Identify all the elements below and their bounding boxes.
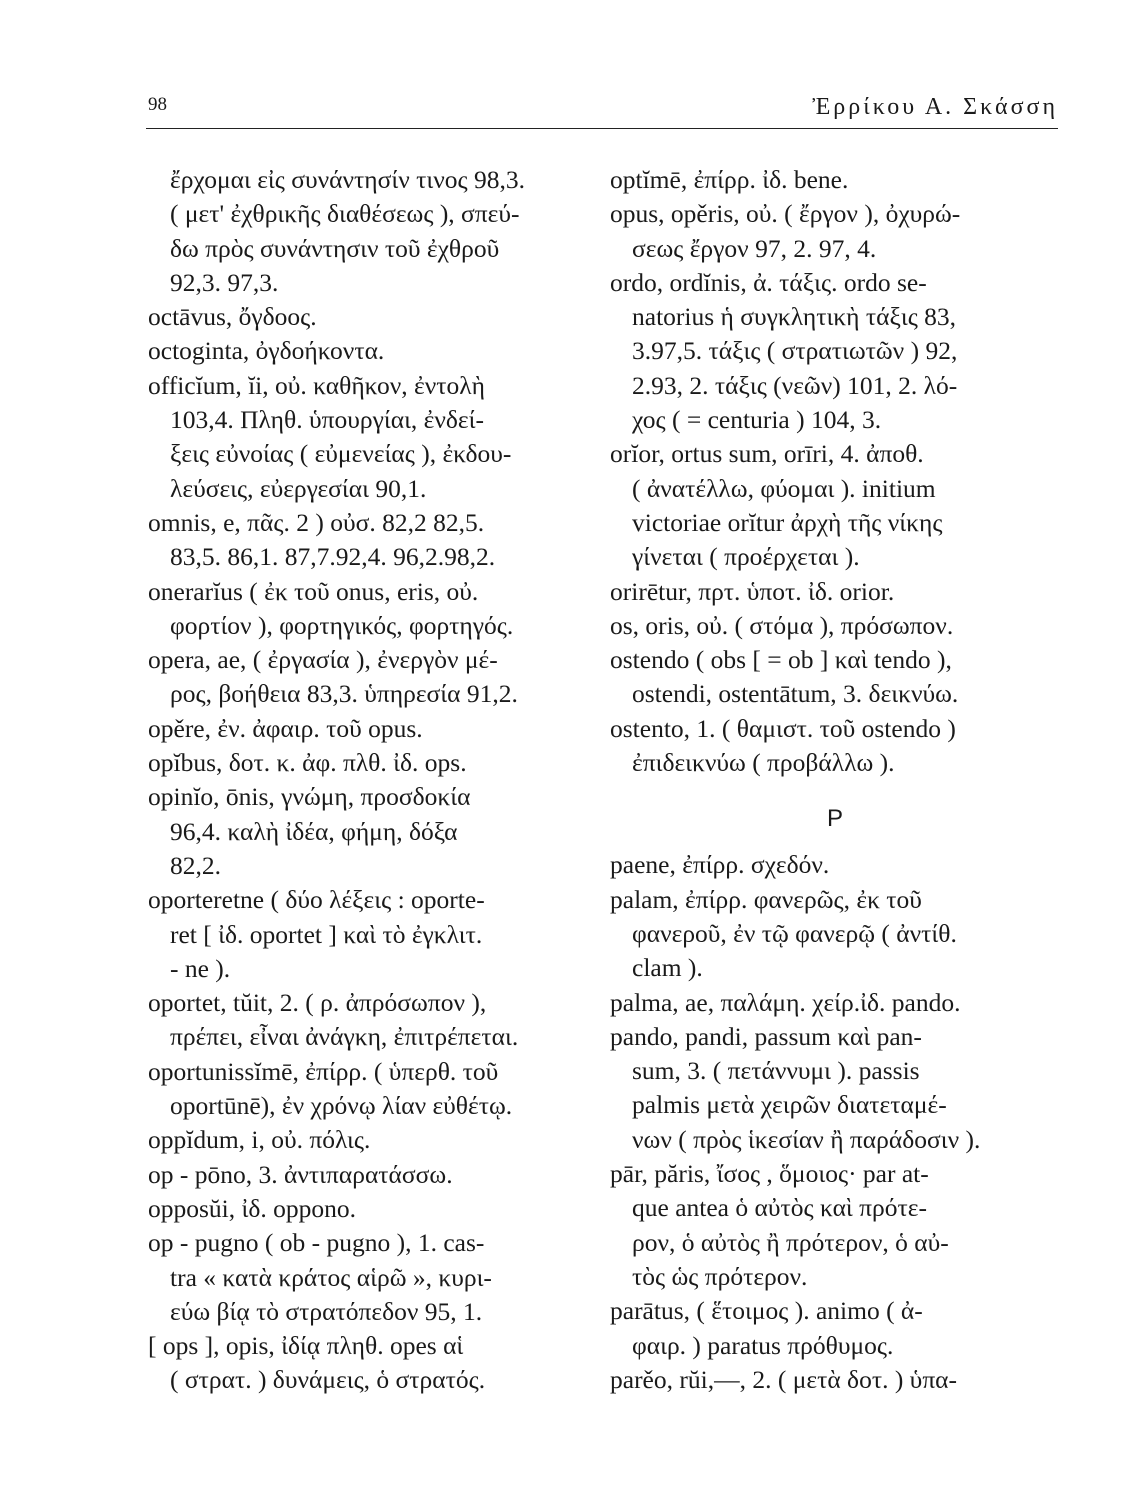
entry-headword-line: opěre, ἐν. ἀφαιρ. τοῦ opus. [148, 713, 423, 743]
entry-headword-line: paene, ἐπίρρ. σχεδόν. [610, 850, 830, 880]
entry-headword-line: pār, păris, ἴσος , ὅμοιος· par at- [610, 1159, 929, 1189]
entry-headword-line: pando, pandi, passum καὶ pan- [610, 1021, 922, 1051]
entry-headword-line: onerarĭus ( ἐκ τοῦ onus, eris, οὐ. [148, 576, 479, 606]
left-column [148, 163, 573, 1398]
entry-continuation-line: φανεροῦ, ἐν τῷ φανερῷ ( ἀντίθ. [632, 918, 957, 948]
entry-continuation-line: palmis μετὰ χειρῶν διατεταμέ- [632, 1090, 947, 1120]
entry-headword-line: palma, ae, παλάμη. χείρ.ἰδ. pando. [610, 987, 961, 1017]
entry-continuation-line: λεύσεις, εὐεργεσίαι 90,1. [170, 473, 427, 503]
entry-continuation-line: - ne ). [170, 953, 231, 983]
entry-headword-line: octāvus, ὄγδοος. [148, 302, 317, 332]
entry-continuation-line: ostendi, ostentātum, 3. δεικνύω. [632, 679, 959, 709]
entry-headword-line: ostento, 1. ( θαμιστ. τοῦ ostendo ) [610, 713, 956, 743]
entry-headword-line: oportunissĭmē, ἐπίρρ. ( ὑπερθ. τοῦ [148, 1056, 499, 1086]
entry-headword-line: omnis, e, πᾶς. 2 ) οὐσ. 82,2 82,5. [148, 507, 485, 537]
entry-continuation-line: oportūnē), ἐν χρόνῳ λίαν εὐθέτῳ. [170, 1091, 513, 1121]
entry-continuation-line: πρέπει, εἶναι ἀνάγκη, ἐπιτρέπεται. [170, 1022, 519, 1052]
entry-headword-line: op - pōno, 3. ἀντιπαρατάσσω. [148, 1159, 453, 1189]
entry-continuation-line: 2.93, 2. τάξις (νεῶν) 101, 2. λό- [632, 370, 958, 400]
entry-continuation-line: 92,3. 97,3. [170, 267, 279, 297]
entry-continuation-line: clam ). [632, 953, 703, 983]
entry-headword-line: optĭmē, ἐπίρρ. ἰδ. bene. [610, 165, 849, 194]
entry-continuation-line: ( στρατ. ) δυνάμεις, ὁ στρατός. [170, 1365, 486, 1395]
entry-continuation-line: φορτίον ), φορτηγικός, φορτηγός. [170, 610, 514, 640]
entry-continuation-line: ( ἀνατέλλω, φύομαι ). initium [632, 473, 936, 503]
entry-continuation-line: sum, 3. ( πετάννυμι ). passis [632, 1056, 920, 1086]
entry-continuation-line: δω πρὸς συνάντησιν τοῦ ἐχθροῦ [170, 233, 500, 263]
entry-headword-line: orirētur, πρτ. ὑποτ. ἰδ. orior. [610, 576, 895, 606]
entry-headword-line: palam, ἐπίρρ. φανερῶς, ἐκ τοῦ [610, 884, 922, 914]
entry-headword-line: oportet, tŭit, 2. ( ρ. ἀπρόσωπον ), [148, 988, 487, 1018]
entry-continuation-line: γίνεται ( προέρχεται ). [632, 542, 860, 572]
entry-headword-line: opposŭi, ἰδ. oppono. [148, 1193, 357, 1223]
entry-continuation-line: εύω βίᾳ τὸ στρατόπεδον 95, 1. [170, 1296, 483, 1326]
entry-continuation-line: ρον, ὁ αὐτὸς ἢ πρότερον, ὁ αὐ- [632, 1227, 949, 1257]
entry-headword-line: octoginta, ὀγδοήκοντα. [148, 336, 385, 366]
entry-headword-line: parěo, rŭi,—, 2. ( μετὰ δοτ. ) ὑπα- [610, 1364, 958, 1394]
entry-headword-line: opera, ae, ( ἐργασία ), ἐνεργὸν μέ- [148, 645, 498, 675]
page-header [148, 94, 1058, 124]
entry-continuation-line: 82,2. [170, 850, 221, 880]
entry-continuation-line: ( μετ' ἐχθρικῆς διαθέσεως ), σπεύ- [170, 199, 520, 229]
entry-continuation-line: natorius ἡ συγκλητικὴ τάξις 83, [632, 302, 957, 332]
page-number: 98 [148, 94, 167, 115]
entry-continuation-line: que antea ὁ αὐτὸς καὶ πρότε- [632, 1193, 927, 1223]
entry-headword-line: opĭbus, δοτ. κ. ἀφ. πλθ. ἰδ. ops. [148, 748, 467, 778]
entry-continuation-line: φαιρ. ) paratus πρόθυμος. [632, 1330, 894, 1360]
entry-headword-line: oporteretne ( δύο λέξεις : oporte- [148, 885, 485, 915]
entry-continuation-line: ρος, βοήθεια 83,3. ὑπηρεσία 91,2. [170, 679, 518, 709]
entry-headword-line: opus, opěris, οὐ. ( ἔργον ), ὀχυρώ- [610, 199, 961, 229]
entry-headword-line: officĭum, ĭi, οὐ. καθῆκον, ἐντολὴ [148, 370, 485, 400]
entry-headword-line: parātus, ( ἕτοιμος ). animo ( ἀ- [610, 1296, 923, 1326]
running-title: Ἐρρίκου Α. Σκάσση [812, 94, 1058, 120]
entry-continuation-line: τὸς ὡς πρότερον. [632, 1261, 808, 1291]
entry-continuation-line: ξεις εὐνοίας ( εὐμενείας ), ἐκδου- [170, 439, 512, 469]
entry-continuation-line: ret [ ἰδ. oportet ] καὶ τὸ ἐγκλιτ. [170, 919, 483, 949]
entry-continuation-line: 3.97,5. τάξις ( στρατιωτῶν ) 92, [632, 336, 958, 366]
entry-continuation-line: ἔρχομαι εἰς συνάντησίν τινος 98,3. [170, 165, 525, 194]
entry-headword-line: opinĭo, ōnis, γνώμη, προσδοκία [148, 782, 471, 812]
entry-headword-line: oppĭdum, i, οὐ. πόλις. [148, 1125, 371, 1155]
entry-continuation-line: ἐπιδεικνύω ( προβάλλω ). [632, 748, 895, 778]
entry-continuation-line: tra « κατὰ κράτος αἱρῶ », κυρι- [170, 1262, 492, 1292]
entry-continuation-line: victoriae orĭtur ἀρχὴ τῆς νίκης [632, 507, 943, 537]
entry-headword-line: os, oris, οὐ. ( στόμα ), πρόσωπον. [610, 610, 954, 640]
entry-continuation-line: χος ( = centuria ) 104, 3. [632, 405, 882, 435]
right-column-p-entries [610, 848, 1060, 1397]
entry-headword-line: ostendo ( obs [ = ob ] καὶ tendo ), [610, 645, 952, 675]
entry-continuation-line: 83,5. 86,1. 87,7.92,4. 96,2.98,2. [170, 542, 496, 572]
entry-headword-line: ordo, ordĭnis, ἀ. τάξις. ordo se- [610, 267, 927, 297]
entry-headword-line: orĭor, ortus sum, orīri, 4. ἀποθ. [610, 439, 924, 469]
right-column-o-entries [610, 163, 1060, 780]
entry-continuation-line: σεως ἔργον 97, 2. 97, 4. [632, 233, 877, 263]
entry-headword-line: op - pugno ( ob - pugno ), 1. cas- [148, 1228, 485, 1258]
header-rule [146, 128, 1058, 129]
entry-continuation-line: 96,4. καλὴ ἰδέα, φήμη, δόξα [170, 816, 458, 846]
right-column [610, 163, 1060, 1397]
entry-headword-line: [ ops ], opis, ἰδίᾳ πληθ. opes αἱ [148, 1331, 464, 1361]
section-heading-p: P [826, 805, 843, 833]
entry-continuation-line: 103,4. Πληθ. ὑπουργίαι, ἐνδεί- [170, 405, 484, 435]
entry-continuation-line: νων ( πρὸς ἱκεσίαν ἢ παράδοσιν ). [632, 1124, 981, 1154]
